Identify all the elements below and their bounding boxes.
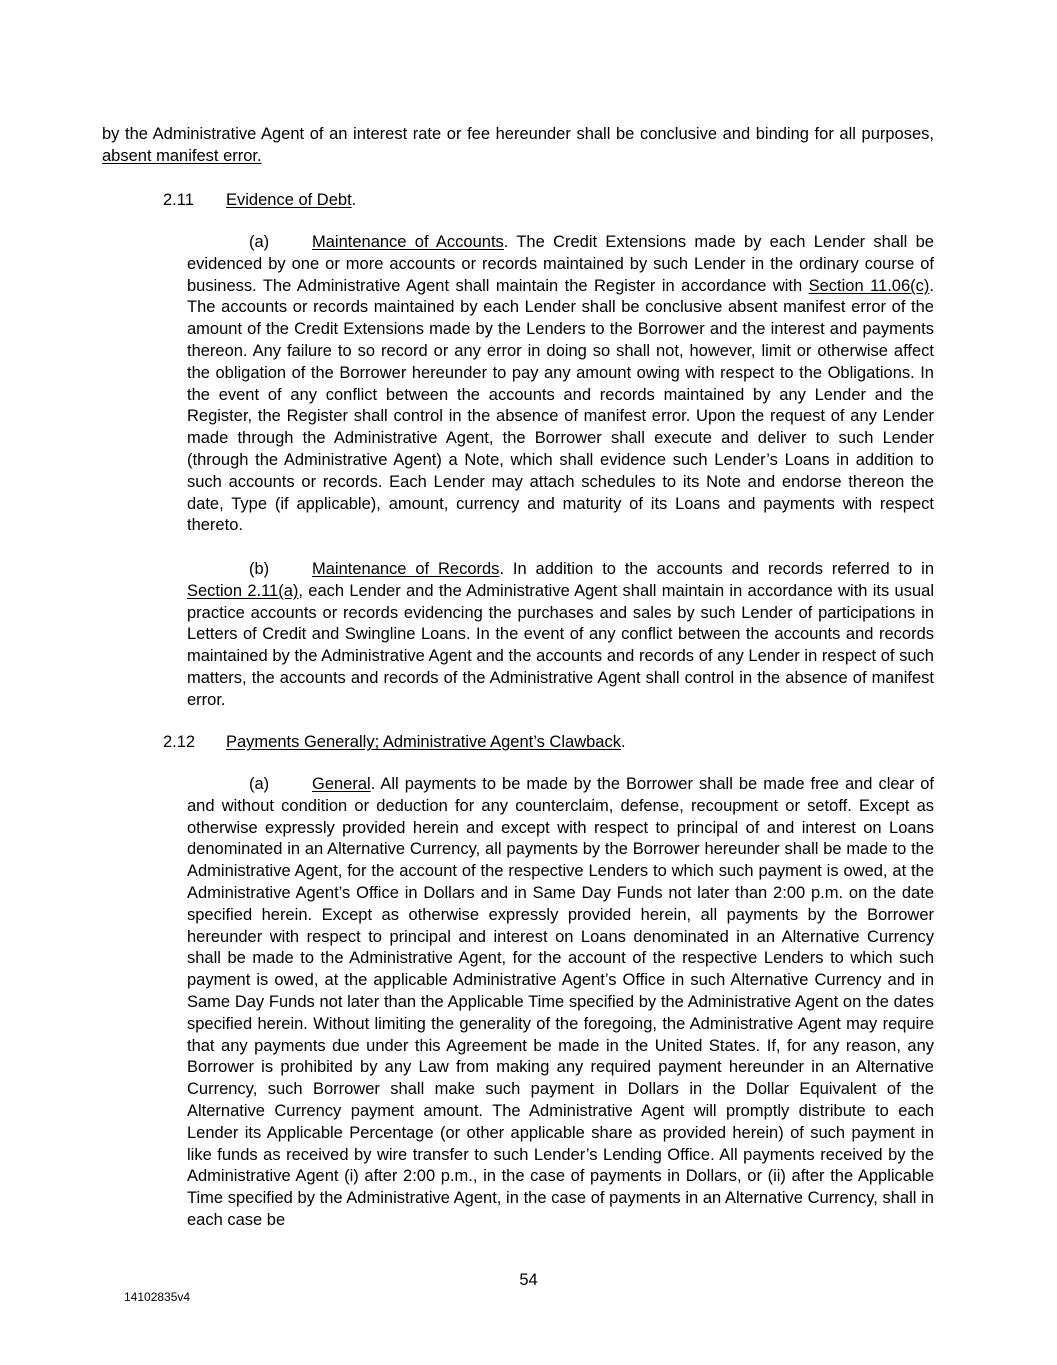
subsection-heading: General	[312, 775, 371, 793]
subsection-text: . In addition to the accounts and records referred to in	[499, 560, 934, 578]
section-title: Evidence of Debt	[226, 191, 352, 209]
paragraph-text: by the Administrative Agent of an interest rate or fee hereunder shall be conclusive and binding for all purposes,	[102, 125, 934, 143]
section-number: 2.11	[163, 191, 194, 209]
document-id: 14102835v4	[124, 1290, 191, 1304]
subsection-label: (a)	[249, 233, 270, 251]
subsection-text: . The Credit Extensions made by each Lender shall be evidenced by one or more accounts or records maintained by such Lender in the ordinary course of business. The Administrative Agent shall maintain the Register in accordance with	[187, 233, 934, 295]
section-heading-2-11: 2.11 Evidence of Debt.	[163, 190, 356, 212]
subsection-text: , each Lender and the Administrative Agent shall maintain in accordance with its usual practice accounts or records evidencing the purchases and sales by such Lender of participations in Letters of Credit and Swingline Loans. In the event of any conflict between the accounts and records maintained by the Administrative Agent and the accounts and records of any Lender in respect of such matters, the accounts and records of the Administrative Agent shall control in the absence of manifest error.	[187, 581, 934, 709]
subsection-heading: Maintenance of Accounts	[312, 233, 504, 251]
subsection-label: (a)	[249, 775, 270, 793]
section-number: 2.12	[163, 733, 196, 751]
section-reference: Section 2.11(a)	[187, 581, 299, 600]
subsection-heading: Maintenance of Records	[312, 560, 500, 578]
section-reference: Section 11.06(c)	[808, 276, 930, 295]
subsection-2-11-b	[187, 559, 934, 712]
subsection-label: (b)	[249, 560, 270, 578]
subsection-2-11-a	[187, 232, 934, 537]
section-heading-2-12: 2.12 Payments Generally; Administrative Agent’s Clawback.	[163, 732, 626, 754]
subsection-2-12-a	[187, 774, 934, 1232]
subsection-text: . All payments to be made by the Borrower shall be made free and clear of and without condition or deduction for any counterclaim, defense, recoupment or setoff. Except as otherwise expressly provided herein and except with respect to principal of and interest on Loans denominated in an Alternative Currency, all payments by the Borrower hereunder shall be made to the Administrative Agent, for the account of the respective Lenders to which such payment is owed, at the Administrative Agent’s Office in Dollars and in Same Day Funds not later than 2:00 p.m. on the date specified herein. Except as otherwise expressly provided herein, all payments by the Borrower hereunder with respect to principal and interest on Loans denominated in an Alternative Currency shall be made to the Administrative Agent, for the account of the respective Lenders to which such payment is owed, at the applicable Administrative Agent’s Office in such Alternative Currency and in Same Day Funds not later than the Applicable Time specified by the Administrative Agent on the dates specified herein. Without limiting the generality of the foregoing, the Administrative Agent may require that any payments due under this Agreement be made in the United States. If, for any reason, any Borrower is prohibited by any Law from making any required payment hereunder in an Alternative Currency, such Borrower shall make such payment in Dollars in the Dollar Equivalent of the Alternative Currency payment amount. The Administrative Agent will promptly distribute to each Lender its Applicable Percentage (or other applicable share as provided herein) of such payment in like funds as received by wire transfer to such Lender’s Lending Office. All payments received by the Administrative Agent (i) after 2:00 p.m., in the case of payments in Dollars, or (ii) after the Applicable Time specified by the Administrative Agent, in the case of payments in an Alternative Currency, shall in each case be	[187, 775, 934, 1229]
page-number: 54	[519, 1271, 538, 1289]
section-title: Payments Generally; Administrative Agent’s Clawback	[226, 733, 621, 751]
underlined-phrase: absent manifest error.	[102, 146, 262, 165]
continuation-paragraph	[102, 124, 934, 168]
subsection-text: . The accounts or records maintained by each Lender shall be conclusive absent manifest error of the amount of the Credit Extensions made by the Lenders to the Borrower and the interest and payments thereon. Any failure to so record or any error in doing so shall not, however, limit or otherwise affect the obligation of the Borrower hereunder to pay any amount owing with respect to the Obligations. In the event of any conflict between the accounts and records maintained by any Lender and the Register, the Register shall control in the absence of manifest error. Upon the request of any Lender made through the Administrative Agent, the Borrower shall execute and deliver to such Lender (through the Administrative Agent) a Note, which shall evidence such Lender’s Loans in addition to such accounts or records. Each Lender may attach schedules to its Note and endorse thereon the date, Type (if applicable), amount, currency and maturity of its Loans and payments with respect thereto.	[187, 276, 934, 535]
